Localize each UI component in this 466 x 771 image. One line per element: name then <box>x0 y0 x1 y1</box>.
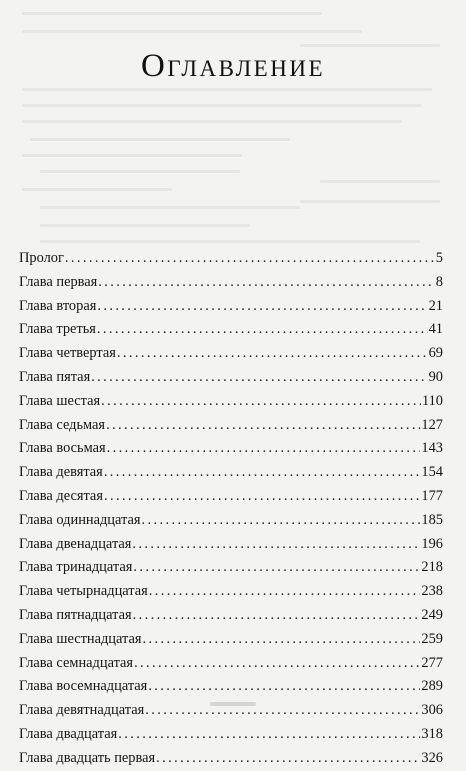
toc-entry-label: Глава шестнадцатая <box>19 630 142 647</box>
toc-entry <box>19 295 443 319</box>
toc-entry-label: Глава четырнадцатая <box>19 583 148 600</box>
toc-entry-label: Глава пятнадцатая <box>19 606 132 623</box>
toc-entry <box>19 628 443 652</box>
toc-dot-leader <box>65 247 435 271</box>
toc-entry-page-number: 277 <box>421 654 443 671</box>
toc-entry <box>19 533 443 557</box>
toc-entry-page-number: 238 <box>421 583 443 600</box>
toc-entry <box>19 318 443 342</box>
toc-entry-page-number: 90 <box>428 368 443 385</box>
toc-entry-page-number: 218 <box>421 559 443 576</box>
toc-entry <box>19 461 443 485</box>
toc-entry-label: Глава пятая <box>19 368 91 385</box>
toc-entry-label: Глава восьмая <box>19 440 106 457</box>
toc-entry-label: Глава двадцать первая <box>19 749 156 766</box>
toc-dot-leader <box>132 533 420 557</box>
toc-entry-label: Глава первая <box>19 273 98 290</box>
toc-entry-page-number: 143 <box>421 440 443 457</box>
toc-entry <box>19 247 443 271</box>
toc-entry-page-number: 8 <box>435 273 443 290</box>
toc-entry <box>19 342 443 366</box>
toc-dot-leader <box>117 342 428 366</box>
toc-entry-page-number: 41 <box>428 321 443 338</box>
toc-dot-leader <box>101 390 421 414</box>
toc-dot-leader <box>145 699 420 723</box>
toc-entry <box>19 437 443 461</box>
toc-dot-leader <box>91 366 427 390</box>
toc-dot-leader <box>97 318 428 342</box>
toc-entry-label: Глава одиннадцатая <box>19 511 141 528</box>
toc-dot-leader <box>118 723 420 747</box>
toc-entry-label: Глава четвертая <box>19 345 116 362</box>
toc-entry-page-number: 154 <box>421 464 443 481</box>
toc-entry-label: Глава шестая <box>19 392 101 409</box>
toc-dot-leader <box>142 509 421 533</box>
toc-entry-label: Глава двадцатая <box>19 725 118 742</box>
toc-dot-leader <box>156 747 420 771</box>
toc-entry <box>19 414 443 438</box>
toc-entry <box>19 485 443 509</box>
toc-entry-page-number: 177 <box>421 487 443 504</box>
toc-dot-leader <box>149 580 421 604</box>
toc-entry <box>19 723 443 747</box>
toc-entry-label: Глава тринадцатая <box>19 559 133 576</box>
toc-entry <box>19 509 443 533</box>
toc-entry <box>19 652 443 676</box>
toc-entry <box>19 675 443 699</box>
toc-entry-page-number: 5 <box>435 250 443 266</box>
toc-entry-label: Глава девятая <box>19 464 103 481</box>
toc-entry-label: Глава девятнадцатая <box>19 702 145 719</box>
toc-entry <box>19 604 443 628</box>
toc-dot-leader <box>133 556 420 580</box>
toc-entry-page-number: 196 <box>421 535 443 552</box>
page-footer-mark <box>210 702 256 706</box>
toc-entry <box>19 747 443 771</box>
toc-dot-leader <box>98 271 435 295</box>
toc-dot-leader <box>134 652 420 676</box>
toc-entry-page-number: 69 <box>428 345 443 362</box>
page-title: Оглавление <box>141 48 325 84</box>
toc-entry-label: Глава третья <box>19 321 96 338</box>
toc-dot-leader <box>143 628 421 652</box>
toc-entry <box>19 580 443 604</box>
toc-dot-leader <box>104 485 420 509</box>
toc-dot-leader <box>97 295 427 319</box>
toc-entry-page-number: 249 <box>421 606 443 623</box>
toc-dot-leader <box>107 437 421 461</box>
toc-entry <box>19 556 443 580</box>
toc-entry-label: Глава вторая <box>19 297 97 314</box>
toc-entry-label: Глава седьмая <box>19 416 106 433</box>
toc-entry-label: Глава восемнадцатая <box>19 678 148 695</box>
toc-dot-leader <box>148 675 420 699</box>
toc-dot-leader <box>106 414 420 438</box>
toc-entry-label: Глава десятая <box>19 487 103 504</box>
toc-entry-label: Пролог <box>19 250 64 266</box>
toc-entry-label: Глава двенадцатая <box>19 535 132 552</box>
toc-entry <box>19 271 443 295</box>
toc-entry-page-number: 127 <box>421 416 443 433</box>
toc-entry-page-number: 259 <box>421 630 443 647</box>
toc-entry-page-number: 318 <box>421 725 443 742</box>
toc-entry <box>19 366 443 390</box>
table-of-contents <box>19 247 443 771</box>
toc-entry-page-number: 289 <box>421 678 443 695</box>
toc-entry-page-number: 326 <box>421 749 443 766</box>
toc-dot-leader <box>133 604 421 628</box>
toc-dot-leader <box>104 461 421 485</box>
toc-entry-label: Глава семнадцатая <box>19 654 134 671</box>
toc-entry-page-number: 21 <box>428 297 443 314</box>
toc-entry-page-number: 110 <box>421 392 443 409</box>
toc-entry-page-number: 306 <box>421 702 443 719</box>
toc-entry <box>19 390 443 414</box>
toc-entry-page-number: 185 <box>421 511 443 528</box>
